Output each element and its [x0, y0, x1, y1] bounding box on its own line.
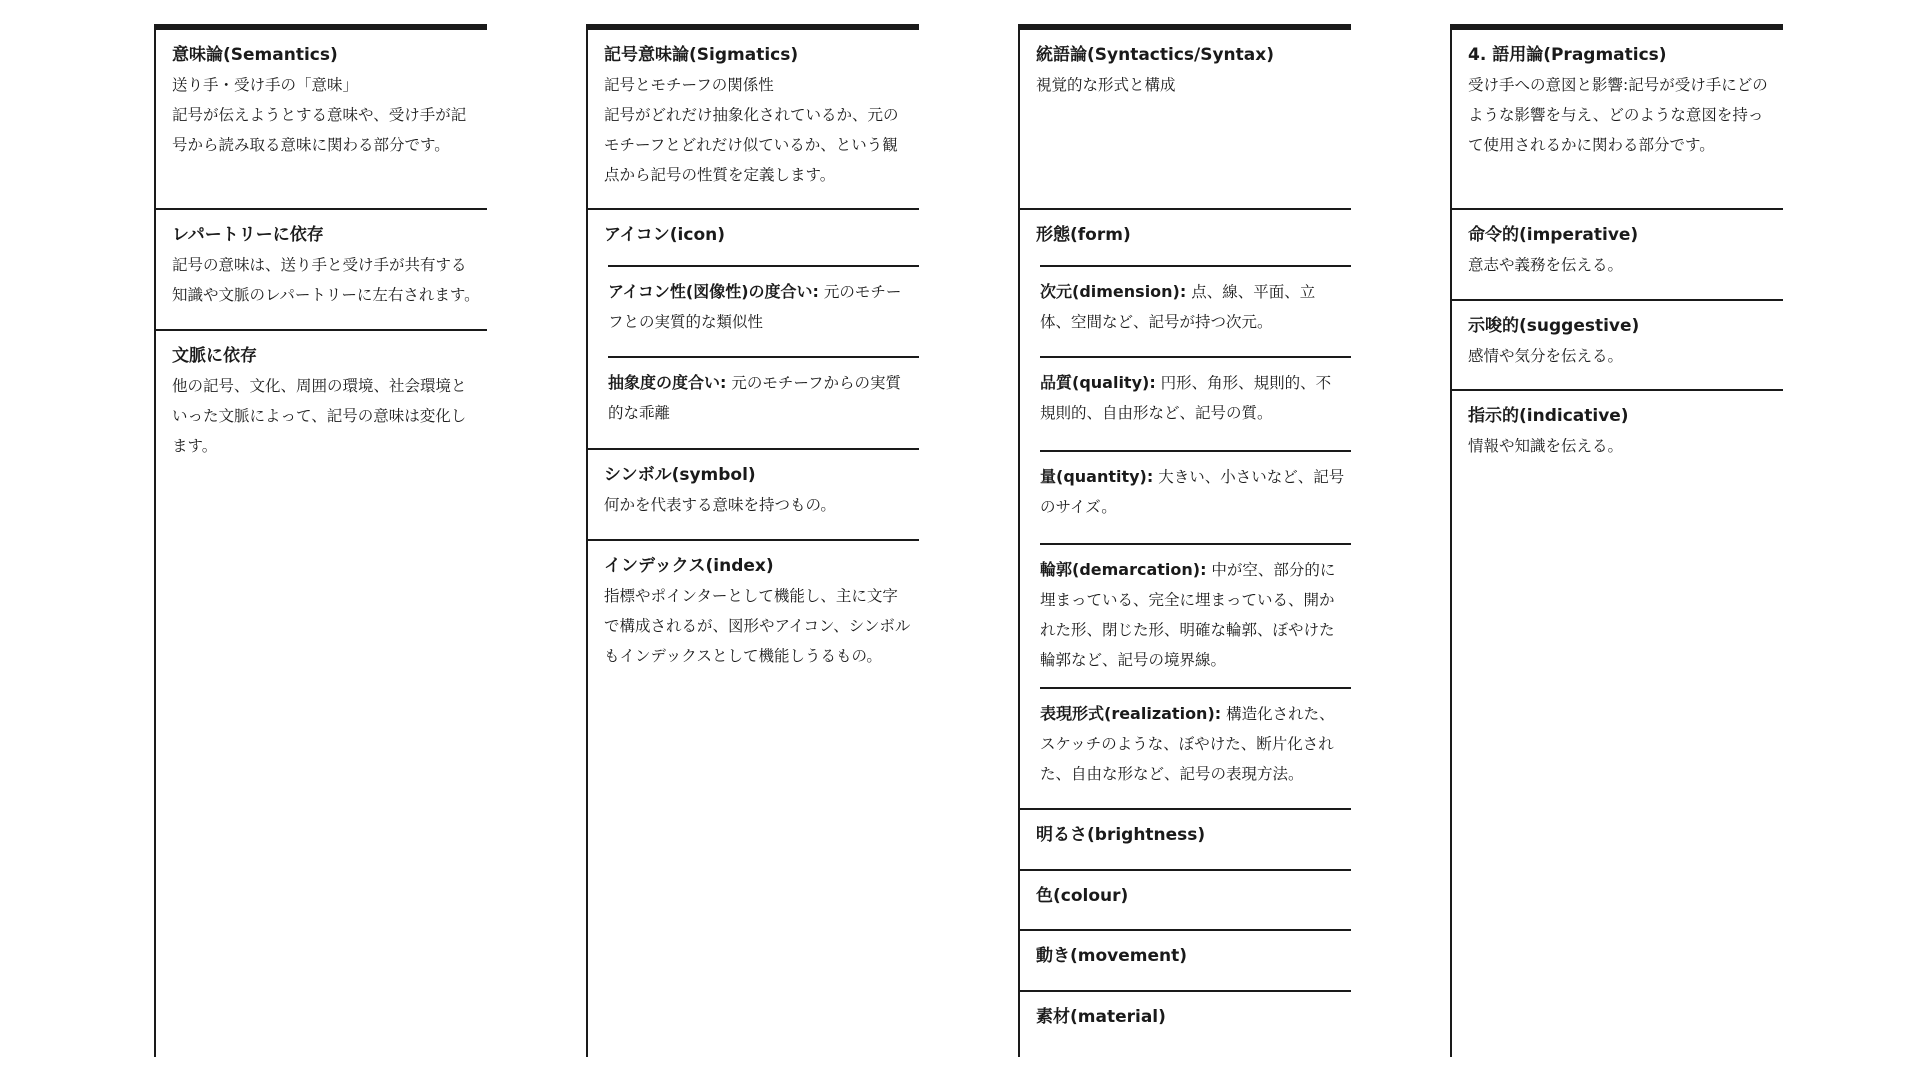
realization-subsection: [1040, 687, 1351, 808]
form-title: 形態(form): [1036, 225, 1131, 245]
pragmatics-heading: 4. 語用論(Pragmatics): [1468, 45, 1667, 65]
context-title: 文脈に依存: [172, 346, 257, 366]
index-section: [588, 539, 919, 671]
repertoire-title: レパートリーに依存: [172, 225, 324, 245]
icon-section: [588, 208, 919, 265]
pragmatics-description: 受け手への意図と影響:記号が受け手にどのような影響を与え、どのような意図を持って使用されるかに関わる部分です。: [1468, 76, 1768, 154]
icon-title: アイコン(icon): [604, 225, 726, 245]
syntactics-subheading: 視覚的な形式と構成: [1036, 76, 1176, 94]
demarcation-text: 中が空、部分的に埋まっている、完全に埋まっている、開かれた形、閉じた形、明確な輪郭、ぼやけた輪郭など、記号の境界線。: [1040, 561, 1336, 669]
quality-text: 円形、角形、規則的、不規則的、自由形など、記号の質。: [1040, 374, 1332, 422]
sigmatics-column: [586, 24, 919, 1057]
dimension-paragraph: [1040, 277, 1345, 337]
form-section: [1020, 208, 1351, 265]
semantics-description: 記号が伝えようとする意味や、受け手が記号から読み取る意味に関わる部分です。: [172, 106, 467, 154]
suggestive-title: 示唆的(suggestive): [1468, 316, 1640, 336]
context-section: [156, 329, 487, 461]
brightness-section: [1020, 808, 1351, 869]
abstraction-text: 元のモチーフからの実質的な乖離: [608, 374, 902, 422]
realization-text: 構造化された、スケッチのような、ぼやけた、断片化された、自由な形など、記号の表現方法。: [1040, 705, 1335, 783]
suggestive-text: 感情や気分を伝える。: [1468, 347, 1624, 365]
dimension-subsection: [1040, 265, 1351, 356]
iconicity-text: 元のモチーフとの実質的な類似性: [608, 283, 902, 331]
quality-subsection: [1040, 356, 1351, 450]
material-section: [1020, 990, 1351, 1032]
quality-label: 品質(quality):: [1040, 373, 1156, 392]
context-text: 他の記号、文化、周囲の環境、社会環境といった文脈によって、記号の意味は変化します。: [172, 377, 467, 455]
sigmatics-header-section: [588, 30, 919, 208]
iconicity-label: アイコン性(図像性)の度合い:: [608, 282, 819, 301]
semantics-heading: 意味論(Semantics): [172, 45, 338, 65]
index-title: インデックス(index): [604, 556, 774, 576]
repertoire-section: [156, 208, 487, 329]
iconicity-paragraph: [608, 277, 913, 337]
semantics-column: [154, 24, 487, 1057]
semantics-header-section: [156, 30, 487, 208]
indicative-text: 情報や知識を伝える。: [1468, 437, 1624, 455]
suggestive-section: [1452, 299, 1783, 389]
dimension-text: 点、線、平面、立体、空間など、記号が持つ次元。: [1040, 283, 1316, 331]
quantity-label: 量(quantity):: [1040, 467, 1154, 486]
symbol-title: シンボル(symbol): [604, 465, 756, 485]
index-text: 指標やポインターとして機能し、主に文字で構成されるが、図形やアイコン、シンボルもインデックスとして機能しうるもの。: [604, 587, 911, 665]
abstraction-label: 抽象度の度合い:: [608, 373, 727, 392]
symbol-text: 何かを代表する意味を持つもの。: [604, 496, 836, 514]
material-title: 素材(material): [1036, 1007, 1166, 1027]
sigmatics-heading: 記号意味論(Sigmatics): [604, 45, 799, 65]
colour-section: [1020, 869, 1351, 929]
brightness-title: 明るさ(brightness): [1036, 825, 1206, 845]
syntactics-column: [1018, 24, 1351, 1057]
movement-title: 動き(movement): [1036, 946, 1188, 966]
abstraction-paragraph: [608, 368, 913, 428]
quantity-subsection: [1040, 450, 1351, 543]
symbol-section: [588, 448, 919, 539]
imperative-section: [1452, 208, 1783, 299]
realization-paragraph: [1040, 699, 1345, 789]
pragmatics-column: [1450, 24, 1783, 1057]
quality-paragraph: [1040, 368, 1345, 428]
syntactics-header-section: [1020, 30, 1351, 208]
demarcation-subsection: [1040, 543, 1351, 687]
imperative-text: 意志や義務を伝える。: [1468, 256, 1624, 274]
iconicity-subsection: [608, 265, 919, 356]
syntactics-heading: 統語論(Syntactics/Syntax): [1036, 45, 1274, 65]
colour-title: 色(colour): [1036, 886, 1129, 906]
imperative-title: 命令的(imperative): [1468, 225, 1639, 245]
demarcation-label: 輪郭(demarcation):: [1040, 560, 1207, 579]
indicative-section: [1452, 389, 1783, 461]
demarcation-paragraph: [1040, 555, 1345, 675]
sigmatics-subheading: 記号とモチーフの関係性: [604, 76, 774, 94]
sigmatics-description: 記号がどれだけ抽象化されているか、元のモチーフとどれだけ似ているか、という観点から記号の性質を定義します。: [604, 106, 899, 184]
quantity-paragraph: [1040, 462, 1345, 522]
abstraction-subsection: [608, 356, 919, 448]
quantity-text: 大きい、小さいなど、記号のサイズ。: [1040, 468, 1345, 516]
indicative-title: 指示的(indicative): [1468, 406, 1629, 426]
movement-section: [1020, 929, 1351, 990]
dimension-label: 次元(dimension):: [1040, 282, 1187, 301]
repertoire-text: 記号の意味は、送り手と受け手が共有する知識や文脈のレパートリーに左右されます。: [172, 256, 480, 304]
semantics-subheading: 送り手・受け手の「意味」: [172, 76, 359, 94]
realization-label: 表現形式(realization):: [1040, 704, 1222, 723]
pragmatics-header-section: [1452, 30, 1783, 208]
